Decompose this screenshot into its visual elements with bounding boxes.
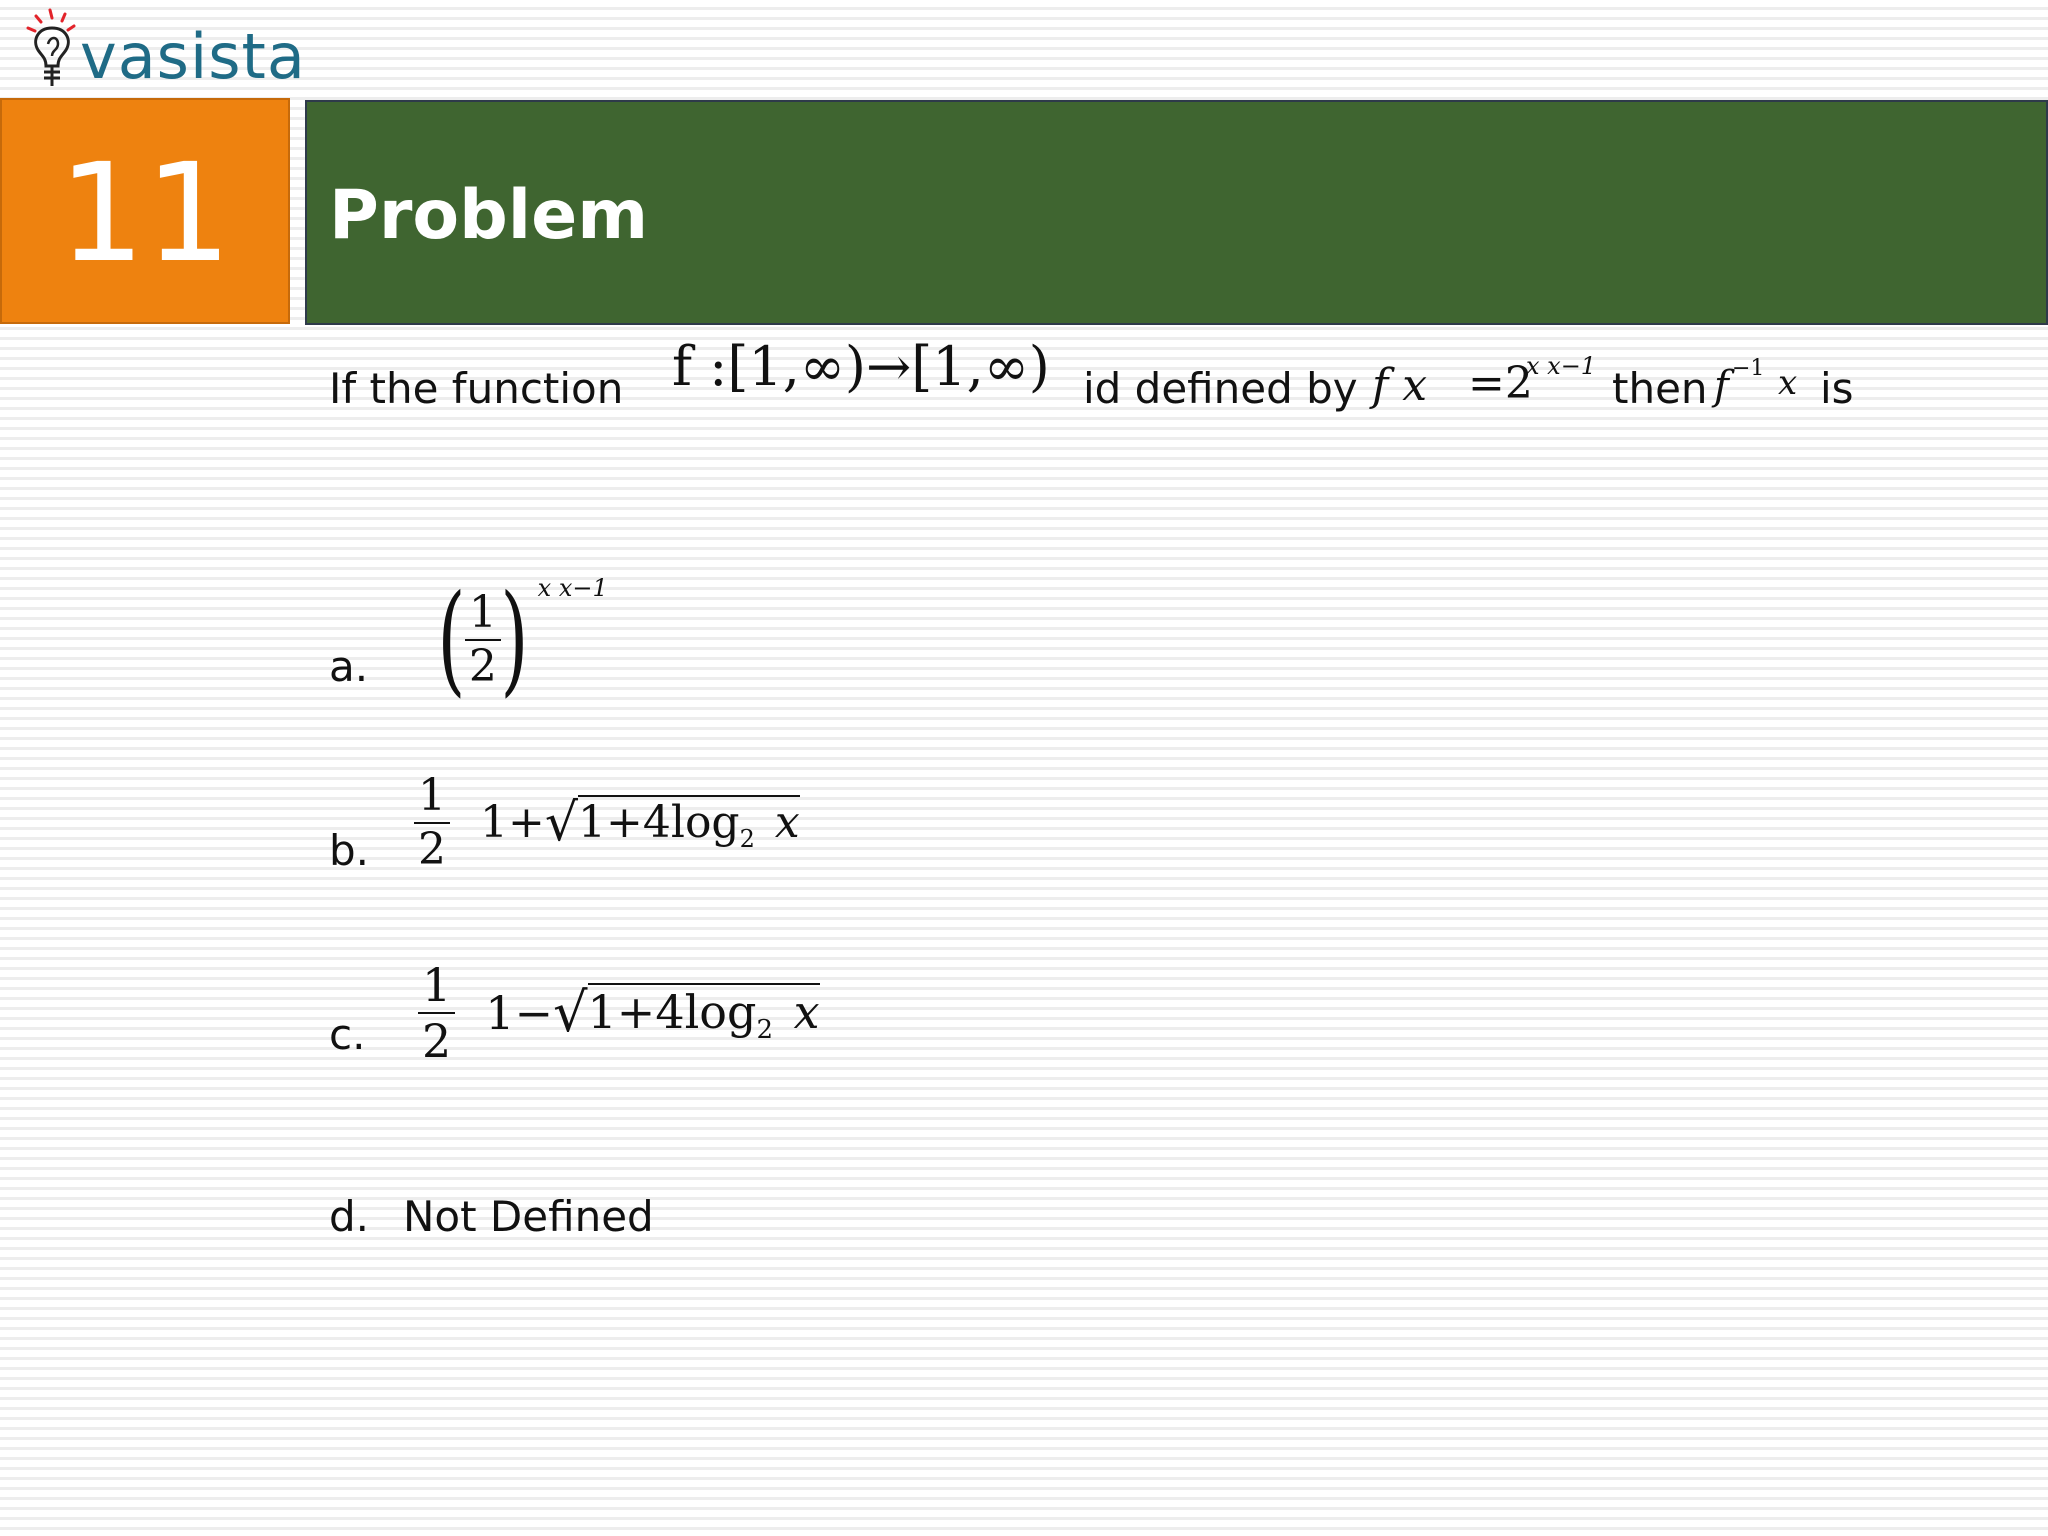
option-a-exponent: x x−1 (537, 574, 608, 602)
sqrt-icon: √ (553, 981, 588, 1044)
sqrt-icon: √ (544, 793, 579, 853)
definition-exponent: x x−1 (1526, 352, 1597, 380)
option-b-label: b. (329, 826, 370, 875)
option-d-text: Not Defined (403, 1192, 654, 1241)
option-b-numerator: 1 (414, 774, 450, 824)
option-b-denominator: 2 (418, 824, 446, 875)
option-b-formula (414, 770, 800, 875)
option-c-log-base: 2 (756, 1015, 773, 1046)
option-a-denominator: 2 (468, 641, 497, 692)
option-c-prefix: 1− (485, 986, 554, 1040)
option-b-prefix: 1+ (480, 797, 545, 848)
option-c-rad-text: 1+4log (587, 984, 757, 1039)
option-c-denominator: 2 (422, 1014, 452, 1068)
question-text-3: then (1612, 364, 1708, 413)
definition-eq: =2 (1468, 358, 1533, 409)
option-c-formula (418, 958, 820, 1068)
definition-lhs: f x (1372, 360, 1428, 411)
left-paren: ( (437, 570, 466, 709)
option-c-numerator: 1 (418, 962, 455, 1014)
option-b-rad-text: 1+4log (578, 797, 740, 849)
question-text-4: is (1820, 364, 1854, 413)
option-a-label: a. (329, 642, 369, 691)
option-a-formula (428, 570, 608, 709)
option-d-label: d. (329, 1192, 370, 1241)
inverse-arg: x (1778, 363, 1798, 403)
title-bar (305, 100, 2048, 325)
slide-number-box (0, 98, 290, 324)
option-c-radicand (587, 983, 820, 1046)
question-mapping: f :[1,∞)→[1,∞) (672, 335, 1050, 398)
option-b-log-base: 2 (739, 824, 755, 853)
option-b-variable: x (774, 797, 800, 849)
slide-number: 11 (58, 135, 232, 293)
option-a-fraction (465, 587, 501, 692)
question-text-1: If the function (329, 364, 624, 413)
option-a-numerator: 1 (465, 591, 501, 641)
option-b-radicand (578, 795, 800, 851)
vasista-logo (22, 4, 306, 96)
option-c-fraction (418, 958, 455, 1068)
slide-title: Problem (329, 176, 649, 255)
option-c-label: c. (329, 1010, 366, 1059)
inverse-base: f (1714, 363, 1729, 409)
inverse-exponent: −1 (1732, 356, 1765, 381)
option-c-variable: x (793, 984, 820, 1039)
option-b-fraction (414, 770, 450, 875)
question-text-2: id defined by (1083, 364, 1358, 413)
right-paren: ) (500, 570, 529, 709)
logo-text: vasista (80, 20, 306, 93)
